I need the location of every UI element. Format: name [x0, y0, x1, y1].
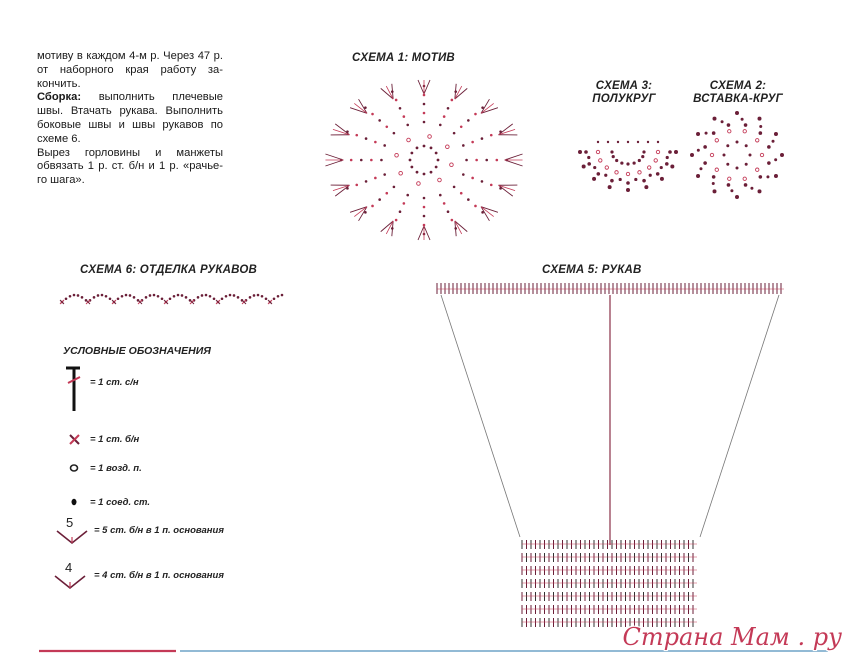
- scheme2-caption-line1: СХЕМА 2:: [709, 80, 767, 92]
- scheme3-caption: [584, 80, 664, 106]
- legend-v4-number: 4: [65, 560, 73, 575]
- scheme2-caption-line2: ВСТАВКА-КРУГ: [693, 93, 783, 105]
- instructions-p1: мотиву в каждом 4-м р. Через 47 р. от наборного края работу за-кончить.: [37, 50, 223, 90]
- scheme2-caption: [688, 80, 788, 106]
- scheme3-caption-line2: ПОЛУКРУГ: [592, 93, 656, 105]
- assembly-label: Сборка:: [37, 91, 82, 104]
- legend-v4-text: = 4 ст. б/н в 1 п. основания: [94, 570, 224, 581]
- legend-sc-text: = 1 ст. б/н: [90, 434, 140, 445]
- sc-icon: [70, 435, 79, 444]
- slip-icon: [72, 499, 77, 505]
- scheme3-caption-line1: СХЕМА 3:: [595, 80, 653, 92]
- scheme1-caption: СХЕМА 1: МОТИВ: [352, 52, 455, 64]
- site-watermark: Страна Мам . ру: [622, 623, 842, 651]
- sleeve-trim-scheme-6: [60, 294, 283, 304]
- legend-slip-text: = 1 соед. ст.: [90, 497, 150, 508]
- v4-icon: [55, 576, 85, 588]
- instructions-text: [37, 50, 223, 188]
- legend-chain-text: = 1 возд. п.: [90, 463, 142, 474]
- chain-icon: [71, 465, 78, 471]
- motif-scheme-1: [325, 80, 522, 240]
- circle-insert-scheme-2: [690, 111, 784, 199]
- instructions-p3: Вырез горловины и манжеты обвязать 1 р. ст. б/н и 1 р. «рачье-го шага».: [37, 146, 223, 187]
- legend-v5-text: = 5 ст. б/н в 1 п. основания: [94, 525, 224, 536]
- legend-title: УСЛОВНЫЕ ОБОЗНАЧЕНИЯ: [63, 345, 211, 357]
- legend-v5-number: 5: [66, 515, 74, 530]
- scheme5-caption: СХЕМА 5: РУКАВ: [542, 264, 642, 276]
- half-circle-scheme-3: [578, 141, 678, 192]
- legend-dc-text: = 1 ст. с/н: [90, 377, 139, 388]
- v5-icon: [57, 531, 87, 543]
- assembly-text: выполнить плечевые швы. Втачать рукава. Выполнить боковые швы и швы рукавов по схеме 6.: [37, 91, 223, 145]
- sleeve-scheme-5: [437, 283, 784, 627]
- dc-icon: [66, 368, 80, 411]
- scheme6-caption: СХЕМА 6: ОТДЕЛКА РУКАВОВ: [80, 264, 258, 276]
